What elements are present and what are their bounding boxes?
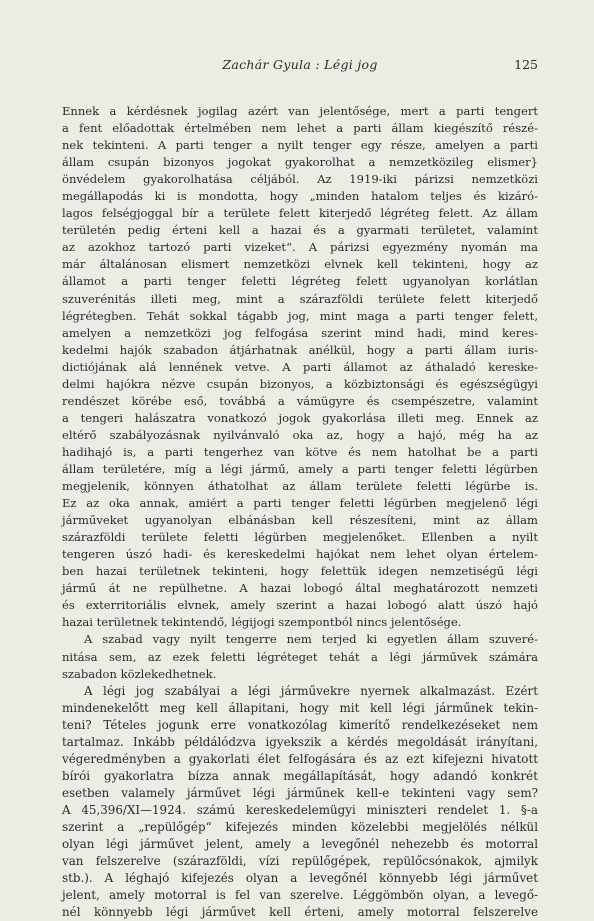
text-line: hadihajó is, a parti tengerhez van kötve és nem hatolhat be a parti xyxy=(62,444,538,459)
text-line: államot a parti tenger feletti légréteg felett ugyanolyan korlátlan xyxy=(62,274,538,289)
text-line: szabadon közlekedhetnek. xyxy=(62,666,217,681)
text-line: megállapodás ki is mondotta, hogy „minden hatalom teljes és kizáró- xyxy=(62,189,538,204)
text-line: és exterritoriális elvnek, amely szerint a hazai lobogó alatt úszó hajó xyxy=(62,598,538,613)
text-line: bírói gyakorlatra bízza annak megállapítását, hogy adandó konkrét xyxy=(62,768,538,783)
text-line: lagos felségjoggal bír a területe felett kiterjedő légréteg felett. Az állam xyxy=(62,206,538,221)
text-line: jelent, amely motorral is fel van szerelve. Léggömbön olyan, a levegő- xyxy=(62,888,538,903)
text-line: szuverénitás illeti meg, mint a szárazföldi területe felett kiterjedő xyxy=(62,291,538,306)
text-line: megjelenik, könnyen áthatolhat az állam területe feletti légürbe is. xyxy=(62,479,538,494)
text-line: már általánosan elismert nemzetközi elvnek kell tekinteni, hogy az xyxy=(62,257,538,272)
page-number: 125 xyxy=(514,57,538,72)
text-line: az azokhoz tartozó parti vizeket“. A párizsi egyezmény nyomán ma xyxy=(62,240,538,255)
text-line: mindenekelőtt meg kell állapitani, hogy mit kell légi járműnek tekin- xyxy=(62,700,538,715)
text-line: területén pedig érteni kell a hazai és a gyarmati területet, valamint xyxy=(62,223,538,238)
text-line: a fent előadottak értelmében nem lehet a parti állam kiegészítő részé- xyxy=(62,121,538,136)
text-line: kedelmi hajók szabadon átjárhatnak anélkül, hogy a parti állam iuris- xyxy=(62,342,538,357)
text-line: nitása sem, az ezek feletti légréteget tehát a légi járművek számára xyxy=(62,649,538,664)
text-line: járműveket ugyanolyan elbánásban kell részesíteni, mint az állam xyxy=(62,513,538,528)
text-line: esetben valamely járművet légi járműnek kell-e tekinteni vagy sem? xyxy=(62,785,538,800)
text-line: végeredményben a gyakorlati élet felfogására és az ezt kifejezni hivatott xyxy=(62,751,538,766)
text-line: jármű át ne repülhetne. A hazai lobogó által meghatározott nemzeti xyxy=(62,581,538,596)
text-line: delmi hajókra nézve csupán bizonyos, a közbiztonsági és egészségügyi xyxy=(62,376,538,391)
text-line: a tengeri halászatra vonatkozó jogok gyakorlása illeti meg. Ennek az xyxy=(62,410,538,425)
text-line: Ez az oka annak, amiért a parti tenger feletti légürben megjelenő légi xyxy=(62,496,538,511)
text-line: önvédelem gyakorolhatása céljából. Az 1919-iki párizsi nemzetközi xyxy=(62,172,538,187)
text-line: olyan légi járművet jelent, amely a levegőnél nehezebb és motorral xyxy=(62,837,538,852)
running-head: Zachár Gyula : Légi jog xyxy=(222,57,378,72)
text-line: légrétegben. Tehát sokkal tágabb jog, mint maga a parti tenger felett, xyxy=(62,308,538,323)
text-line: rendészet körébe eső, továbbá a vámügyre és csempészetre, valamint xyxy=(62,393,538,408)
text-line: teni? Tételes jogunk erre vonatkozólag kimerítő rendelkezéseket nem xyxy=(62,717,538,732)
text-line: tartalmaz. Inkább példálódzva igyekszik a kérdés megoldását irányítani, xyxy=(62,734,538,749)
text-line: tengeren úszó hadi- és kereskedelmi hajókat nem lehet olyan értelem- xyxy=(62,547,538,562)
text-line: van felszerelve (szárazföldi, vízi repülőgépek, repülőcsónakok, ajmilyk xyxy=(62,854,538,869)
text-line: nél könnyebb légi járművet kell érteni, amely motorral felszerelve xyxy=(62,905,538,920)
text-line: A 45,396/XI—1924. számú kereskedelemügyi miniszteri rendelet 1. §-a xyxy=(62,802,538,817)
text-line: állam csupán bizonyos jogokat gyakorolhat a nemzetközileg elismer} xyxy=(62,155,538,170)
text-line: ben hazai területnek tekinteni, hogy felettük idegen nemzetiségű légi xyxy=(62,564,538,579)
page-header xyxy=(62,57,538,77)
text-line: szerint a „repülőgép“ kifejezés minden közelebbi megjelölés nélkül xyxy=(62,819,538,834)
text-line: állam területére, míg a légi jármű, amely a parti tenger feletti légürben xyxy=(62,461,538,476)
text-line: hazai területnek tekintendő, légijogi szempontból nincs jelentősége. xyxy=(62,615,462,630)
text-line: dictiójának alá lennének vetve. A parti államot az áthaladó kereske- xyxy=(62,359,538,374)
text-line: szárazföldi területe feletti légürben megjelenőket. Ellenben a nyilt xyxy=(62,530,538,545)
text-line: nek tekinteni. A parti tenger a nyilt tenger egy része, amelyen a parti xyxy=(62,138,538,153)
body-text xyxy=(62,103,538,921)
text-line: stb.). A léghajó kifejezés olyan a levegőnél könnyebb légi járművet xyxy=(62,871,538,886)
text-line: Ennek a kérdésnek jogilag azért van jelentősége, mert a parti tengert xyxy=(62,104,538,118)
text-line: eltérő szabályozásnak nyilvánvaló oka az, hogy a hajó, még ha az xyxy=(62,427,538,442)
text-line: amelyen a nemzetközi jog felfogása szerint mind hadi, mind keres- xyxy=(62,325,538,340)
text-line: A légi jog szabályai a légi járművekre nyernek alkalmazást. Ezért xyxy=(84,683,538,698)
text-line: A szabad vagy nyilt tengerre nem terjed ki egyetlen állam szuveré- xyxy=(84,632,538,647)
